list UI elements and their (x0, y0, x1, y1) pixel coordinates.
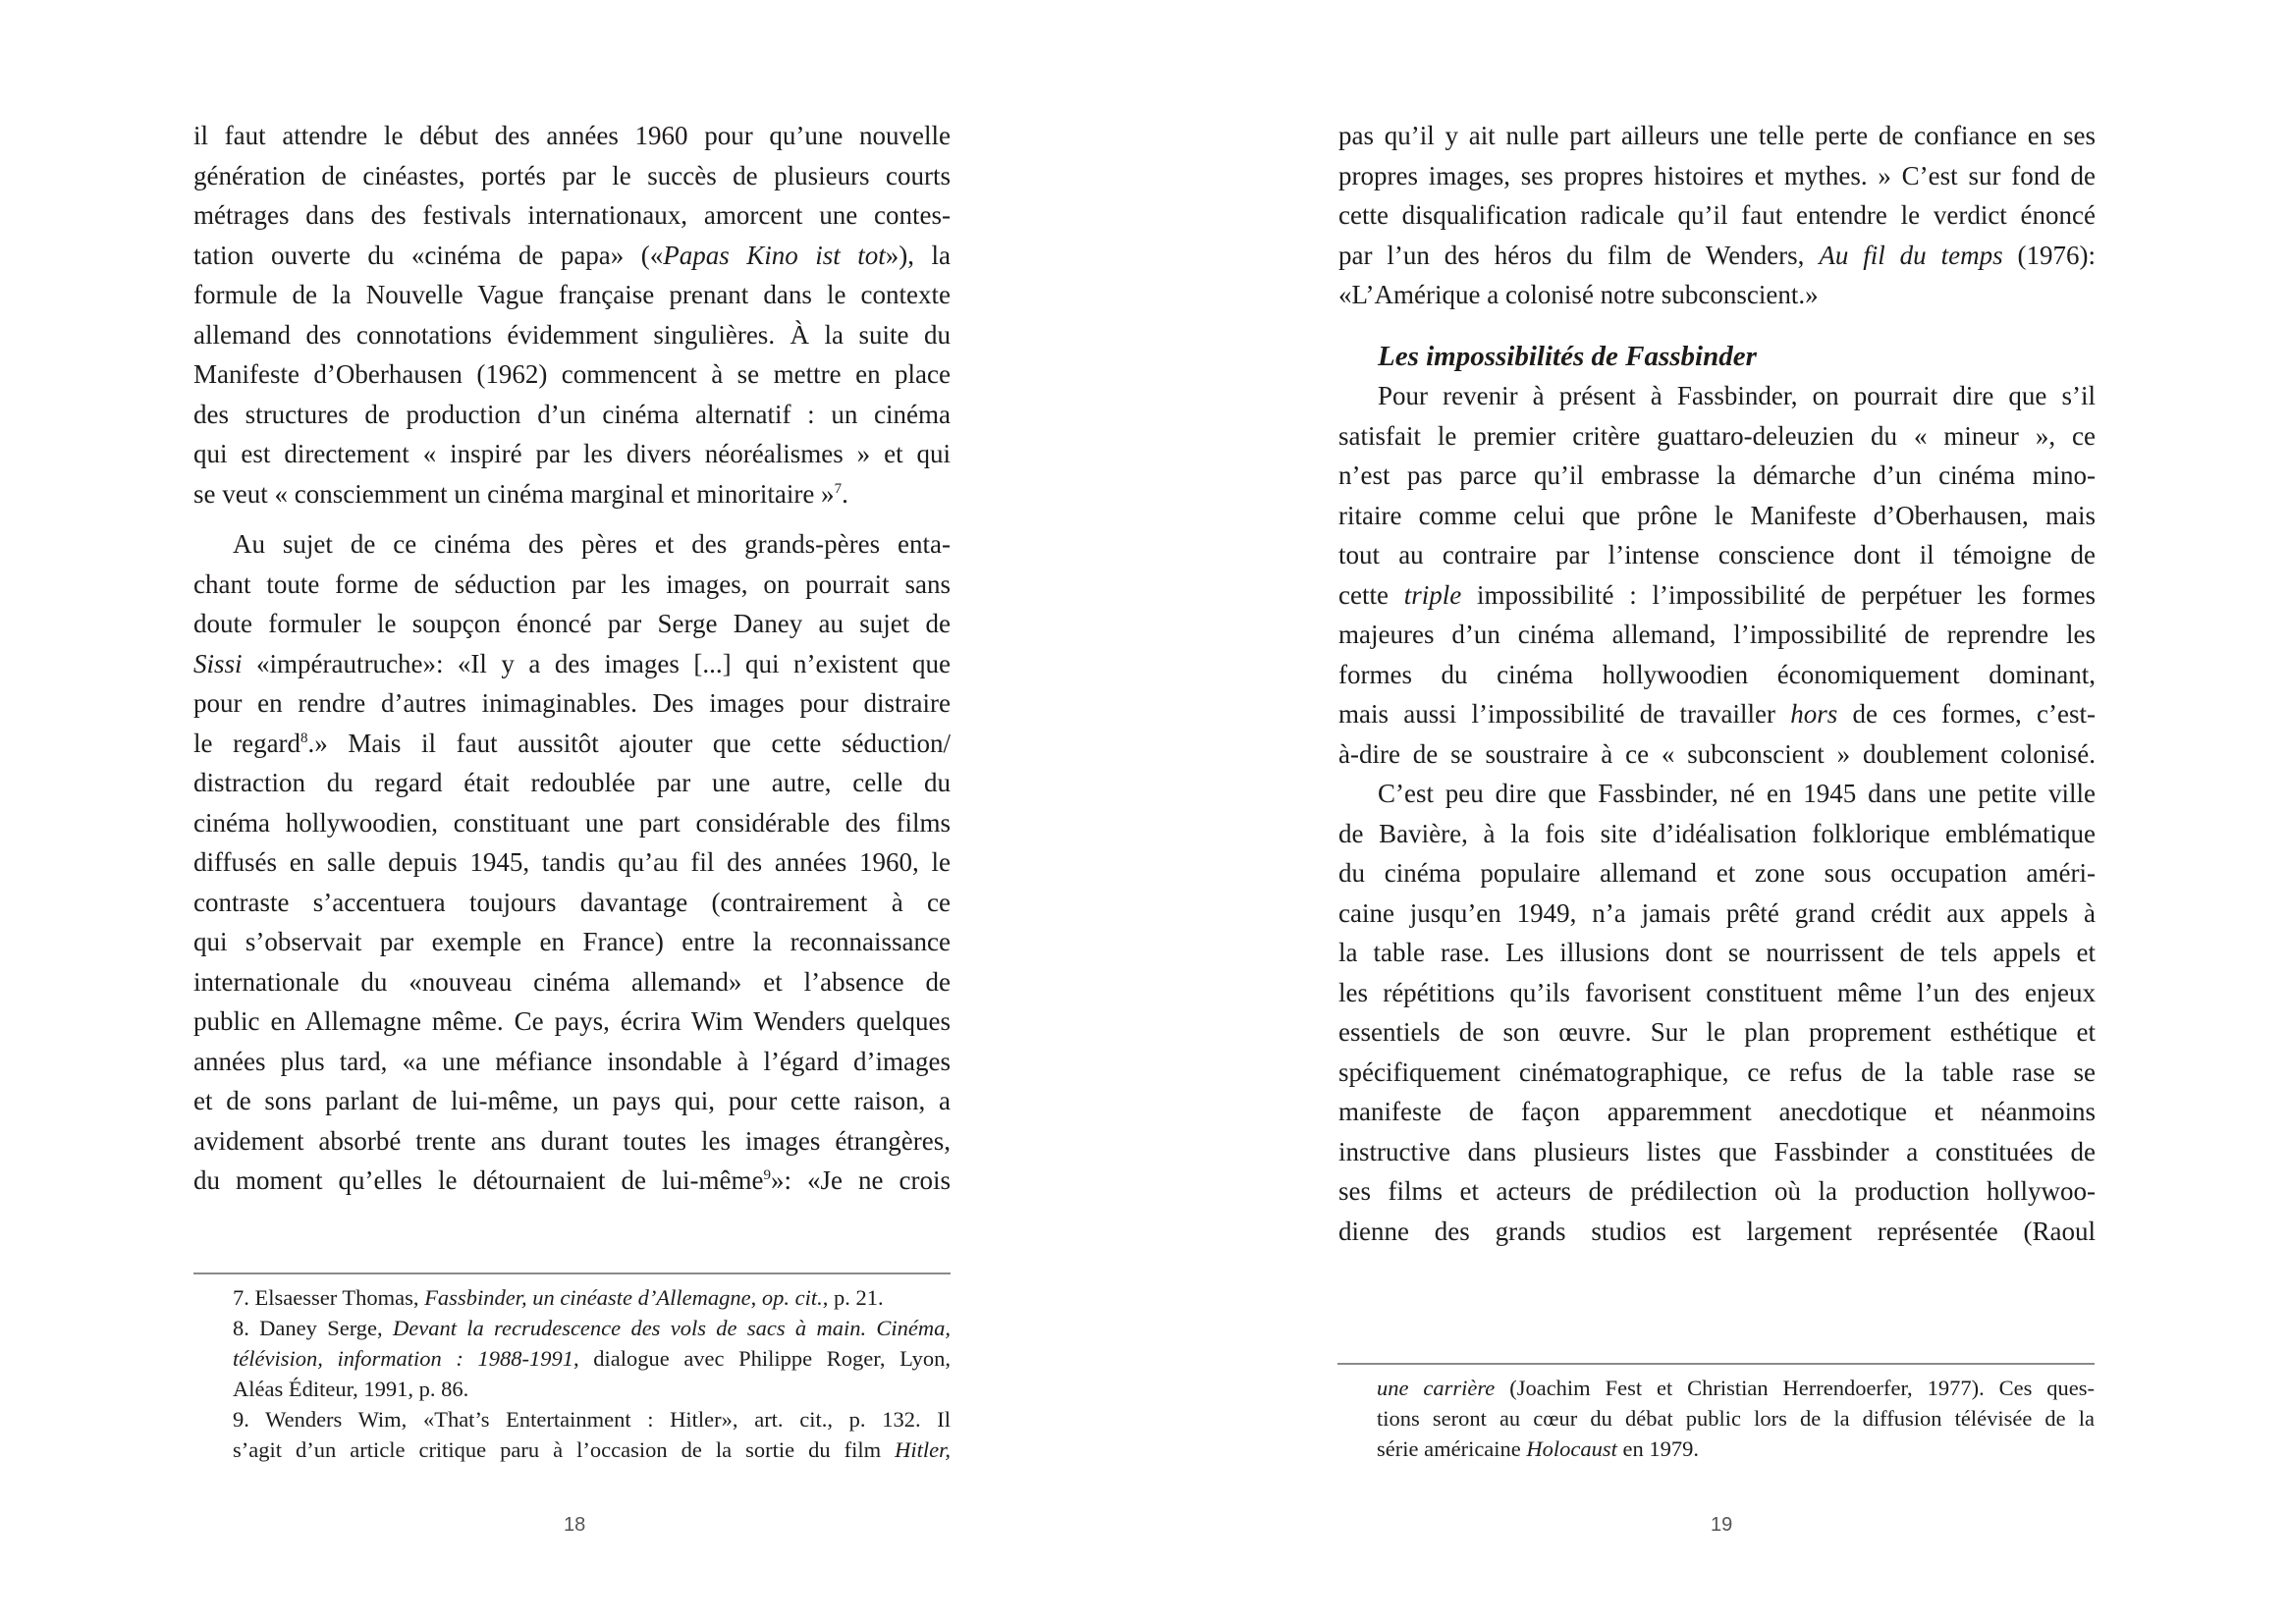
text-line: Au sujet de ce cinéma des pères et des grands-pères enta- (233, 529, 951, 559)
footnote-line: série américaine Holocaust en 1979. (1377, 1436, 1700, 1461)
text-line: distraction du regard était redoublée par une autre, celle du (193, 768, 951, 797)
text-line: majeures d’un cinéma allemand, l’impossibilité de reprendre les (1338, 620, 2096, 649)
text-line: C’est peu dire que Fassbinder, né en 1945 dans une petite ville (1378, 779, 2096, 808)
left-body-text (193, 116, 951, 1201)
text-line: Pour revenir à présent à Fassbinder, on pourrait dire que s’il (1378, 381, 2096, 410)
text-line: mais aussi l’impossibilité de travailler hors de ces formes, c’est- (1338, 699, 2096, 729)
footnote-line: Aléas Éditeur, 1991, p. 86. (233, 1377, 469, 1401)
right-paragraph-continued (1338, 116, 2096, 315)
text-line: spécifiquement cinématographique, ce refus de la table rase se (1338, 1056, 2096, 1087)
footnote-line: 9. Wenders Wim, «That’s Entertainment : Hitler», art. cit., p. 132. Il (233, 1407, 951, 1432)
footnote-line: 8. Daney Serge, Devant la recrudescence des vols de sacs à main. Cinéma, (233, 1316, 952, 1340)
page-number-left: 18 (564, 1514, 586, 1536)
left-page (0, 0, 1144, 1624)
text-line: dienne des grands studios est largement représentée (Raoul (1338, 1216, 2096, 1246)
text-line: manifeste de façon apparemment anecdotique et néanmoins (1338, 1097, 2096, 1126)
text-line: satisfait le premier critère guattaro-deleuzien du « mineur », ce (1338, 420, 2096, 451)
text-line: de Bavière, à la fois site d’idéalisation folklorique emblématique (1338, 818, 2096, 848)
right-footnotes (1377, 1373, 2095, 1464)
text-line: des structures de production d’un cinéma alternatif : un cinéma (193, 399, 951, 429)
text-line: ses films et acteurs de prédilection où la production hollywoo- (1338, 1176, 2096, 1206)
text-line: à-dire de se soustraire à ce « subconscient » doublement colonisé. (1338, 738, 2096, 769)
footnote-line: télévision, information : 1988-1991, dialogue avec Philippe Roger, Lyon, (233, 1346, 951, 1371)
text-line: qui s’observait par exemple en France) entre la reconnaissance (193, 927, 951, 956)
text-line: génération de cinéastes, portés par le succès de plusieurs courts (193, 160, 951, 190)
text-line: formule de la Nouvelle Vague française prenant dans le contexte (193, 280, 951, 309)
left-footnote-rule (193, 1272, 951, 1274)
text-line: cette triple impossibilité : l’impossibilité de perpétuer les formes (1338, 579, 2096, 610)
text-line: caine jusqu’en 1949, n’a jamais prêté grand crédit aux appels à (1338, 897, 2096, 928)
right-section-body (1338, 376, 2096, 1251)
paragraph-gap (193, 514, 951, 524)
text-line: public en Allemagne même. Ce pays, écrira Wim Wenders quelques (193, 1006, 951, 1036)
text-line: métrages dans des festivals internationaux, amorcent une contes- (193, 200, 951, 230)
text-line: du moment qu’elles le détournaient de lui-même$^9$»: «Je ne crois (193, 1165, 951, 1195)
text-line: chant toute forme de séduction par les images, on pourrait sans (193, 568, 951, 599)
text-line: Manifeste d’Oberhausen (1962) commencent à se mettre en place (193, 359, 951, 389)
text-line: qui est directement « inspiré par les divers néoréalismes » et qui (193, 439, 951, 468)
text-line: Sissi «impérautruche»: «Il y a des images [...] qui n’existent que (193, 648, 951, 678)
text-line: ritaire comme celui que prône le Manifeste d’Oberhausen, mais (1338, 500, 2096, 530)
text-line: et de sons parlant de lui-même, un pays qui, pour cette raison, a (193, 1086, 951, 1115)
text-line: le regard$^8$.» Mais il faut aussitôt ajouter que cette séduction/ (193, 728, 951, 758)
text-line: par l’un des héros du film de Wenders, Au fil du temps (1976): (1338, 240, 2096, 270)
text-line: doute formuler le soupçon énoncé par Serge Daney au sujet de (193, 609, 951, 638)
text-line: il faut attendre le début des années 1960 pour qu’une nouvelle (193, 121, 951, 150)
text-line: diffusés en salle depuis 1945, tandis qu’au fil des années 1960, le (193, 847, 951, 877)
text-line: tout au contraire par l’intense conscience dont il témoigne de (1338, 540, 2096, 569)
text-line: allemand des connotations évidemment singulières. À la suite du (193, 319, 951, 350)
text-line: années plus tard, «a une méfiance insondable à l’égard d’images (193, 1046, 951, 1076)
text-line: n’est pas parce qu’il embrasse la démarche d’un cinéma mino- (1338, 460, 2096, 490)
text-line: cette disqualification radicale qu’il faut entendre le verdict énoncé (1338, 200, 2096, 230)
text-line: pour en rendre d’autres inimaginables. Des images pour distraire (193, 688, 951, 718)
footnote-line: une carrière (Joachim Fest et Christian Herrendoerfer, 1977). Ces ques- (1377, 1376, 2095, 1400)
text-line: pas qu’il y ait nulle part ailleurs une telle perte de confiance en ses (1338, 121, 2096, 150)
left-footnotes (233, 1282, 951, 1465)
right-page (1144, 0, 2289, 1624)
section-heading: Les impossibilités de Fassbinder (1378, 340, 1757, 372)
footnote-line: s’agit d’un article critique paru à l’occasion de la sortie du film Hitler, (233, 1437, 951, 1462)
text-line: les répétitions qu’ils favorisent constituent même l’un des enjeux (1338, 977, 2096, 1007)
right-body-text (1338, 116, 2096, 1251)
text-line: «L’Amérique a colonisé notre subconscient.» (1338, 280, 1819, 309)
text-line: se veut « consciemment un cinéma marginal et minoritaire »$^7$. (193, 478, 848, 509)
text-line: contraste s’accentuera toujours davantage (contrairement à ce (193, 887, 951, 917)
text-line: avidement absorbé trente ans durant toutes les images étrangères, (193, 1125, 951, 1156)
text-line: propres images, ses propres histoires et mythes. » C’est sur fond de (1338, 160, 2096, 190)
text-line: cinéma hollywoodien, constituant une part considérable des films (193, 807, 951, 838)
page-number-right: 19 (1711, 1514, 1733, 1536)
text-line: formes du cinéma hollywoodien économiquement dominant, (1338, 659, 2096, 689)
right-footnote-rule (1337, 1363, 2095, 1365)
footnote-line: tions seront au cœur du débat public lors de la diffusion télévisée de la (1377, 1406, 2095, 1431)
footnote-line: 7. Elsaesser Thomas, Fassbinder, un cinéaste d’Allemagne, op. cit., p. 21. (233, 1285, 884, 1310)
text-line: du cinéma populaire allemand et zone sous occupation améri- (1338, 858, 2096, 888)
text-line: internationale du «nouveau cinéma allemand» et l’absence de (193, 966, 951, 997)
text-line: essentiels de son œuvre. Sur le plan proprement esthétique et (1338, 1017, 2096, 1047)
text-line: la table rase. Les illusions dont se nourrissent de tels appels et (1338, 938, 2096, 967)
text-line: tation ouverte du «cinéma de papa» («Papas Kino ist tot»), la (193, 240, 951, 270)
text-line: instructive dans plusieurs listes que Fassbinder a constituées de (1338, 1136, 2096, 1166)
